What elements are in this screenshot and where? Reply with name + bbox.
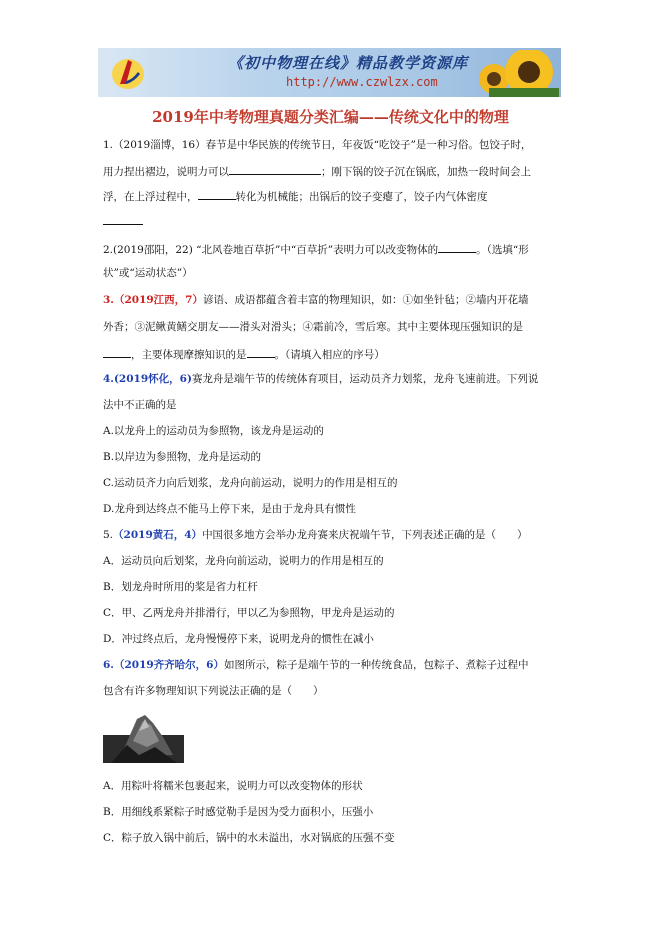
- q1-line-2b: ；刚下锅的饺子沉在锅底，加热一段时间会上: [321, 166, 531, 178]
- q1-blank-1[interactable]: [229, 163, 321, 175]
- banner-title: 《初中物理在线》精品教学资源库: [228, 54, 469, 72]
- q3-line-2: 外香；③泥鳅黄鳝交朋友——滑头对滑头；④霜前冷，雪后寒。其中主要体现压强知识的是: [103, 321, 523, 333]
- q4-option-a[interactable]: A.以龙舟上的运动员为参照物，该龙舟是运动的: [103, 425, 324, 437]
- banner-url[interactable]: http://www.czwlzx.com: [286, 75, 438, 89]
- q5-prefix: 5.: [103, 529, 114, 541]
- q1-line-2a: 用力捏出褶边，说明力可以: [103, 166, 229, 178]
- q5-line-1: [103, 528, 528, 542]
- q1-line-3a: 浮，在上浮过程中，: [103, 191, 198, 203]
- q2-line-1: [103, 241, 529, 257]
- q4-option-b[interactable]: B.以岸边为参照物，龙舟是运动的: [103, 451, 262, 463]
- q6-option-c[interactable]: C．粽子放入锅中前后，锅中的水未溢出，水对锅底的压强不变: [103, 832, 395, 844]
- q1-line-1: 1.（2019淄博，16）春节是中华民族的传统节日，年夜饭“吃饺子”是一种习俗。包饺子时，: [103, 139, 532, 151]
- q1-line-3b: 转化为机械能；出锅后的饺子变瘪了，饺子内气体密度: [235, 191, 488, 203]
- header-banner: [98, 48, 561, 97]
- sunflower-icon: [489, 50, 559, 97]
- q6-line-1-text: 如图所示，粽子是端午节的一种传统食品，包粽子、煮粽子过程中: [224, 659, 529, 671]
- q3-line-1: [103, 293, 529, 307]
- q2-line-2: 状”或“运动状态”）: [103, 267, 193, 279]
- q6-line-2: 包含有许多物理知识下列说法正确的是（ ）: [103, 685, 324, 697]
- q4-option-d[interactable]: D.龙舟到达终点不能马上停下来，是由于龙舟具有惯性: [103, 503, 356, 515]
- zongzi-photo: [103, 711, 184, 763]
- q4-line-1: [103, 372, 538, 386]
- q3-blank-1[interactable]: [103, 346, 131, 358]
- q2-line-1a: 2.(2019邵阳，22) “北风卷地百草折”中“百草折”表明力可以改变物体的: [103, 244, 439, 256]
- q1-blank-2[interactable]: [198, 188, 236, 200]
- q5-line-1-text: 中国很多地方会举办龙舟赛来庆祝端午节，下列表述正确的是（ ）: [202, 529, 528, 541]
- q3-blank-2[interactable]: [247, 346, 275, 358]
- q5-option-a[interactable]: A．运动员向后划桨，龙舟向前运动，说明力的作用是相互的: [103, 555, 384, 567]
- q3-line-3: [103, 346, 385, 362]
- q3-line-3a: ，主要体现摩擦知识的是: [131, 349, 247, 361]
- site-logo-icon: [110, 54, 146, 92]
- q3-line-3b: 。（请填入相应的序号）: [274, 349, 385, 361]
- q6-option-b[interactable]: B．用细线系紧粽子时感觉勒手是因为受力面积小，压强小: [103, 806, 374, 818]
- q6-source: 6.（2019齐齐哈尔，6）: [103, 659, 224, 671]
- q2-blank[interactable]: [438, 241, 476, 253]
- q4-line-2: 法中不正确的是: [103, 399, 177, 411]
- q5-option-b[interactable]: B．划龙舟时所用的桨是省力杠杆: [103, 581, 258, 593]
- q6-option-a[interactable]: A．用粽叶将糯米包裹起来，说明力可以改变物体的形状: [103, 780, 363, 792]
- q1-blank-3[interactable]: [103, 213, 143, 225]
- q5-option-c[interactable]: C．甲、乙两龙舟并排滑行，甲以乙为参照物，甲龙舟是运动的: [103, 607, 395, 619]
- page-title: 2019年中考物理真题分类汇编——传统文化中的物理: [152, 108, 509, 126]
- q4-option-c[interactable]: C.运动员齐力向后划浆，龙舟向前运动，说明力的作用是相互的: [103, 477, 398, 489]
- q1-line-2: [103, 163, 531, 179]
- q4-line-1-text: 赛龙舟是端午节的传统体育项目，运动员齐力划浆，龙舟飞速前进。下列说: [191, 373, 539, 385]
- q1-line-3: [103, 188, 488, 204]
- q4-source: 4.(2019怀化，6): [103, 373, 192, 385]
- q3-source: 3.（2019江西，7）: [103, 294, 203, 306]
- q1-line-4: [103, 213, 143, 229]
- q5-option-d[interactable]: D．冲过终点后，龙舟慢慢停下来，说明龙舟的惯性在减小: [103, 633, 374, 645]
- q5-source: （2019黄石，4）: [113, 529, 203, 541]
- q2-line-1b: 。（选填“形: [476, 244, 529, 256]
- q6-line-1: [103, 658, 529, 672]
- q3-line-1-text: 谚语、成语都蕴含着丰富的物理知识，如：①如坐针毡；②墙内开花墙: [203, 294, 529, 306]
